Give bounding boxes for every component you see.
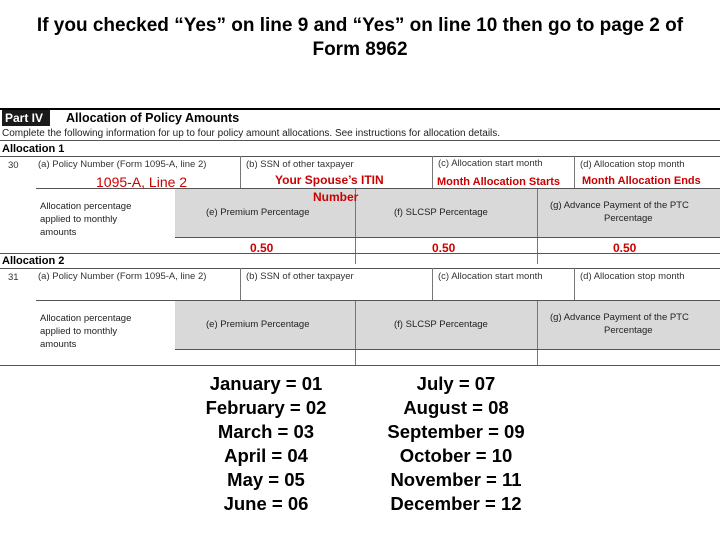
month-code: October = 10	[399, 445, 513, 466]
heading-line-1: If you checked “Yes” on line 9 and “Yes” on line 10 then go to page 2 of	[36, 15, 684, 36]
divider	[175, 349, 720, 350]
month-code: February = 02	[205, 397, 327, 418]
month-codes-left	[186, 372, 346, 516]
month-code: April = 04	[224, 445, 308, 466]
allocation-1-pct-label-3: amounts	[40, 227, 77, 238]
divider	[240, 156, 241, 188]
allocation-1-col-g-label-1: (g) Advance Payment of the PTC	[550, 200, 689, 211]
divider	[432, 268, 433, 300]
divider	[0, 253, 720, 254]
divider	[0, 156, 720, 157]
allocation-1-col-f-label: (f) SLCSP Percentage	[394, 207, 488, 218]
divider	[537, 301, 538, 365]
allocation-2-col-b-label: (b) SSN of other taxpayer	[246, 271, 354, 282]
month-code: January = 01	[209, 373, 323, 394]
month-code: June = 06	[223, 493, 309, 514]
policy-number-annotation: 1095-A, Line 2	[96, 174, 188, 190]
month-code: May = 05	[227, 469, 305, 490]
allocation-2-col-g-label-2: Percentage	[604, 325, 653, 336]
divider	[240, 268, 241, 300]
allocation-1-col-b-label: (b) SSN of other taxpayer	[246, 159, 354, 170]
month-codes-right	[366, 372, 546, 516]
allocation-2-col-d-label: (d) Allocation stop month	[580, 271, 685, 282]
allocation-1-col-g-label-2: Percentage	[604, 213, 653, 224]
premium-percentage-value: 0.50	[250, 241, 274, 255]
allocation-2-pct-label-3: amounts	[40, 339, 77, 350]
spouse-itin-annotation-2: Number	[313, 190, 359, 204]
divider	[574, 268, 575, 300]
month-code: December = 12	[390, 493, 522, 514]
stop-month-annotation: Month Allocation Ends	[582, 175, 701, 187]
allocation-2-line-number: 31	[8, 272, 19, 283]
allocation-1-col-e-label: (e) Premium Percentage	[206, 207, 310, 218]
allocation-2-col-c-label: (c) Allocation start month	[438, 271, 543, 282]
allocation-1-col-a-label: (a) Policy Number (Form 1095-A, line 2)	[38, 159, 207, 170]
divider	[0, 140, 720, 141]
allocation-1-pct-label-2: applied to monthly	[40, 214, 118, 225]
divider	[574, 156, 575, 188]
month-code: August = 08	[403, 397, 509, 418]
divider	[0, 268, 720, 269]
advance-ptc-percentage-value: 0.50	[613, 241, 637, 255]
month-code: March = 03	[217, 421, 315, 442]
part-instructions: Complete the following information for up to four policy amount allocations. See instructions for allocation details.	[2, 128, 501, 139]
allocation-1-col-c-label: (c) Allocation start month	[438, 158, 543, 169]
month-code: July = 07	[416, 373, 496, 394]
allocation-2-col-f-label: (f) SLCSP Percentage	[394, 319, 488, 330]
allocation-1-pct-label-1: Allocation percentage	[40, 201, 132, 212]
divider	[432, 156, 433, 188]
month-code: September = 09	[387, 421, 525, 442]
month-code: November = 11	[390, 469, 522, 490]
allocation-1-line-number: 30	[8, 160, 19, 171]
allocation-2-title: Allocation 2	[2, 255, 65, 267]
allocation-2-pct-label-1: Allocation percentage	[40, 313, 132, 324]
divider	[0, 365, 720, 366]
allocation-2-pct-label-2: applied to monthly	[40, 326, 118, 337]
divider	[175, 237, 720, 238]
slcsp-percentage-value: 0.50	[432, 241, 456, 255]
allocation-2-col-g-label-1: (g) Advance Payment of the PTC	[550, 312, 689, 323]
allocation-1-title: Allocation 1	[2, 143, 65, 155]
start-month-annotation: Month Allocation Starts	[437, 176, 561, 188]
spouse-itin-annotation-1: Your Spouse’s ITIN	[275, 173, 384, 187]
part-label: Part IV	[2, 110, 50, 126]
allocation-1-col-d-label: (d) Allocation stop month	[580, 159, 685, 170]
divider	[355, 301, 356, 365]
heading-line-2: Form 8962	[312, 39, 408, 60]
page-heading	[0, 14, 720, 62]
allocation-2-col-e-label: (e) Premium Percentage	[206, 319, 310, 330]
form-8962-part-iv	[0, 108, 720, 366]
allocation-2-col-a-label: (a) Policy Number (Form 1095-A, line 2)	[38, 271, 207, 282]
part-title: Allocation of Policy Amounts	[66, 111, 240, 125]
